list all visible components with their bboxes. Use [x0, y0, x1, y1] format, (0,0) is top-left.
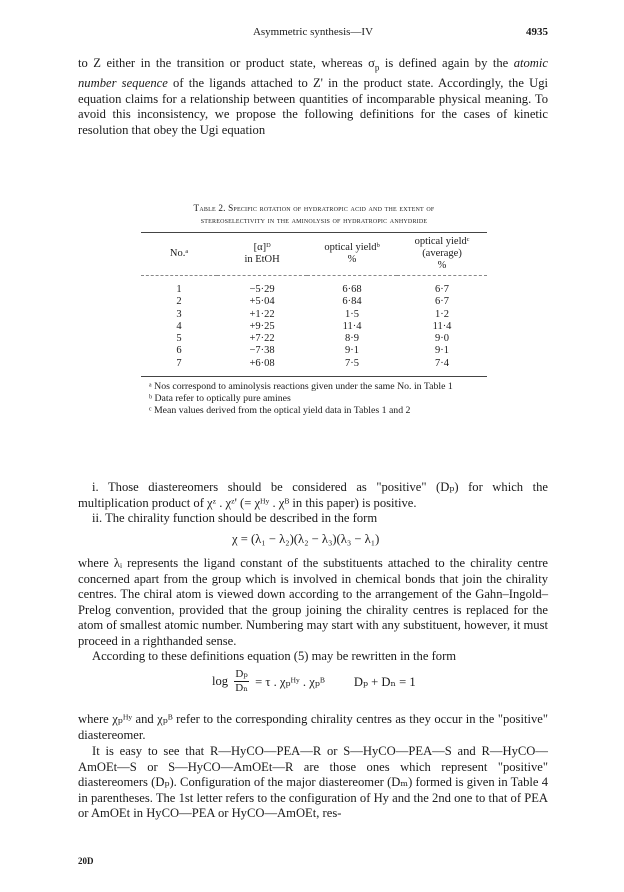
table-row: 2 +5·04 6·84 6·7 — [176, 296, 449, 308]
page-number: 4935 — [526, 26, 548, 38]
paragraph-rewrite: According to these definitions equation (5) may be rewritten in the form — [92, 649, 457, 663]
emphasis-atomic-number-sequence: atomic number sequence — [78, 56, 548, 91]
paragraph-where-chi: where χₚᴴʸ and χₚᴮ refer to the corresponding chirality centres as they occur in the "positive" diastereomer. — [78, 712, 548, 742]
equation-chirality-function: χ = (λ₁ − λ₂)(λ₂ − λ₃)(λ₃ − λ₁) — [232, 532, 380, 546]
table-row: 3 +1·22 1·5 1·2 — [176, 308, 449, 320]
col-header-average: optical yieldᶜ (average) % — [414, 236, 470, 271]
table-2 — [141, 202, 487, 418]
running-header — [78, 26, 548, 42]
equation-log-ratio: log $\frac{\text{Dₚ}}{\text{Dₙ}}$ = τ . χₚᴴʸ . χₚᴮ Dₚ + Dₙ = 1 — [212, 668, 416, 694]
col-header-no: No.ᵃ — [169, 248, 189, 259]
table-row: 7 +6·08 7·5 7·4 — [141, 358, 487, 377]
footnote-c: ᶜ Mean values derived from the optical yield data in Tables 1 and 2 — [149, 405, 411, 417]
paragraph-positive-diastereomers: It is easy to see that R—HyCO—PEA—R or S—HyCO—PEA—S and R—HyCO—AmOEt—S or S—HyCO—AmOEt—R are those ones which represent "positive" diastereomers (Dₚ). Configuration of the major diastereomer (Dₘ) formed is given in Table 4 in parentheses. The 1st letter refers to the configuration of Hy and the 2nd one to that of PEA or AmOEt in HyCO—PEA or HyCO—AmOEt, res- — [78, 744, 548, 821]
col-header-rotation: [α]ᴰ in EtOH — [244, 242, 280, 265]
running-title: Asymmetric synthesis—IV — [252, 26, 374, 38]
table-row: 6 −7·38 9·1 9·1 — [176, 345, 449, 357]
fraction: $\frac{\text{Dₚ}}{\text{Dₙ}}$ — [235, 668, 248, 694]
footnote-a: ᵃ Nos correspond to aminolysis reactions given under the same No. in Table 1 — [149, 381, 453, 393]
definition-i: i. Those diastereomers should be considered as "positive" (Dₚ) for which the multiplication product of χᶻ . χᶻ' (= χᴴʸ . χᴮ in this paper) is positive. — [78, 480, 548, 510]
table-row: 1 −5·29 6·68 6·7 — [176, 284, 449, 295]
paragraph-ligand-constant: where λᵢ represents the ligand constant of the substituents attached to the chirality centre concerned apart from the group which is involved in chemical bonds that join the chirality centres. The chiral atom is viewed down according to the arrangement of the Gahn–Ingold–Prelog convention, provided that the group joining the chirality centres is replaced for the atom of smallest atomic number. Numbering may start with any substituent, however, it must proceed in a righthanded sense. — [78, 556, 548, 648]
table-row: 4 +9·25 11·4 11·4 — [176, 320, 452, 332]
footer-signature: 20D — [78, 856, 94, 866]
col-header-optical-yield: optical yieldᵇ % — [324, 242, 380, 265]
table-caption: Table 2. Specific rotation of hydratropic acid and the extent of stereoselectivity in the aminolysis of hydratropic anhydride — [193, 203, 435, 225]
footnote-b: ᵇ Data refer to optically pure amines — [149, 393, 291, 405]
data-table — [141, 232, 487, 377]
table-row: 5 +7·22 8·9 9·0 — [176, 333, 449, 345]
table-footnotes — [141, 381, 487, 418]
definition-ii: ii. The chirality function should be described in the form — [92, 511, 378, 526]
table-header-row — [141, 233, 487, 276]
intro-paragraph: to Z either in the transition or product state, whereas $\sigma_p$ is defined again by the atomic number sequence of the ligands attached to Z' in the product state. Accordingly, the Ugi equation claims for a relationship between quantities of incomparable physical meaning. To avoid this inconsistency, we propose the following definitions for the cases of kinetic resolution that obey the Ugi equation — [78, 56, 548, 137]
definitions — [78, 480, 548, 527]
